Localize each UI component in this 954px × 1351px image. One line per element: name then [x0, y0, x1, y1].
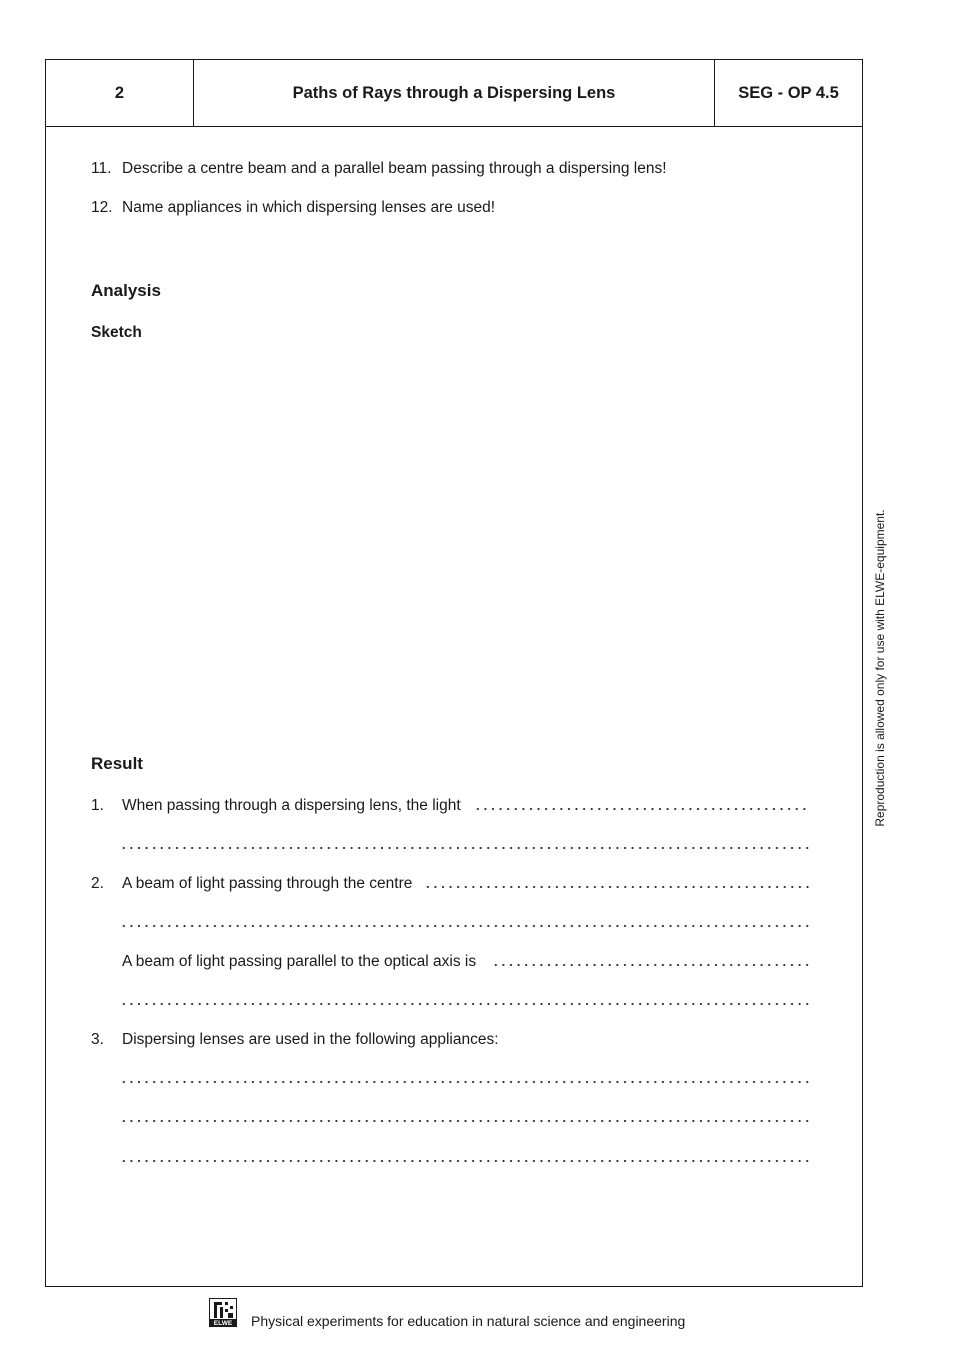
- question-11-text: Describe a centre beam and a parallel beam passing through a dispersing lens!: [122, 160, 667, 177]
- answer-line-1a[interactable]: [474, 807, 810, 811]
- header-table: [46, 60, 862, 127]
- elwe-logo-icon: [209, 1298, 237, 1327]
- reproduction-note: Reproduction is allowed only for use with ELWE-equipment.: [873, 509, 887, 827]
- document-code: SEG - OP 4.5: [738, 83, 839, 102]
- footer-text: Physical experiments for education in natural science and engineering: [251, 1313, 686, 1329]
- question-12-text: Name appliances in which dispersing lenses are used!: [122, 199, 496, 216]
- answer-line-2a[interactable]: [424, 885, 810, 889]
- page-number: 2: [46, 60, 194, 126]
- result-1-number: 1.: [91, 797, 104, 814]
- svg-text:ELWE: ELWE: [213, 1320, 233, 1327]
- question-12-number: 12.: [91, 199, 113, 216]
- answer-line-3c[interactable]: [120, 1159, 810, 1163]
- result-1-text: When passing through a dispersing lens, the light: [122, 797, 461, 814]
- answer-line-1b[interactable]: [120, 846, 810, 850]
- result-2-text-b: A beam of light passing parallel to the optical axis is: [122, 953, 477, 970]
- result-2-text: A beam of light passing through the centre: [122, 875, 413, 892]
- analysis-heading: Analysis: [91, 281, 161, 300]
- answer-line-2d[interactable]: [120, 1002, 810, 1006]
- answer-line-3b[interactable]: [120, 1119, 810, 1123]
- result-2-number: 2.: [91, 875, 104, 892]
- question-11-number: 11.: [91, 160, 112, 177]
- answer-line-3a[interactable]: [120, 1080, 810, 1084]
- answer-line-2c[interactable]: [492, 963, 810, 967]
- result-3-text: Dispersing lenses are used in the following appliances:: [122, 1031, 499, 1048]
- answer-line-2b[interactable]: [120, 924, 810, 928]
- result-3-number: 3.: [91, 1031, 104, 1048]
- sketch-area[interactable]: [91, 350, 811, 740]
- page-title: Paths of Rays through a Dispersing Lens: [194, 60, 715, 126]
- sketch-label: Sketch: [91, 324, 142, 341]
- result-heading: Result: [91, 754, 143, 773]
